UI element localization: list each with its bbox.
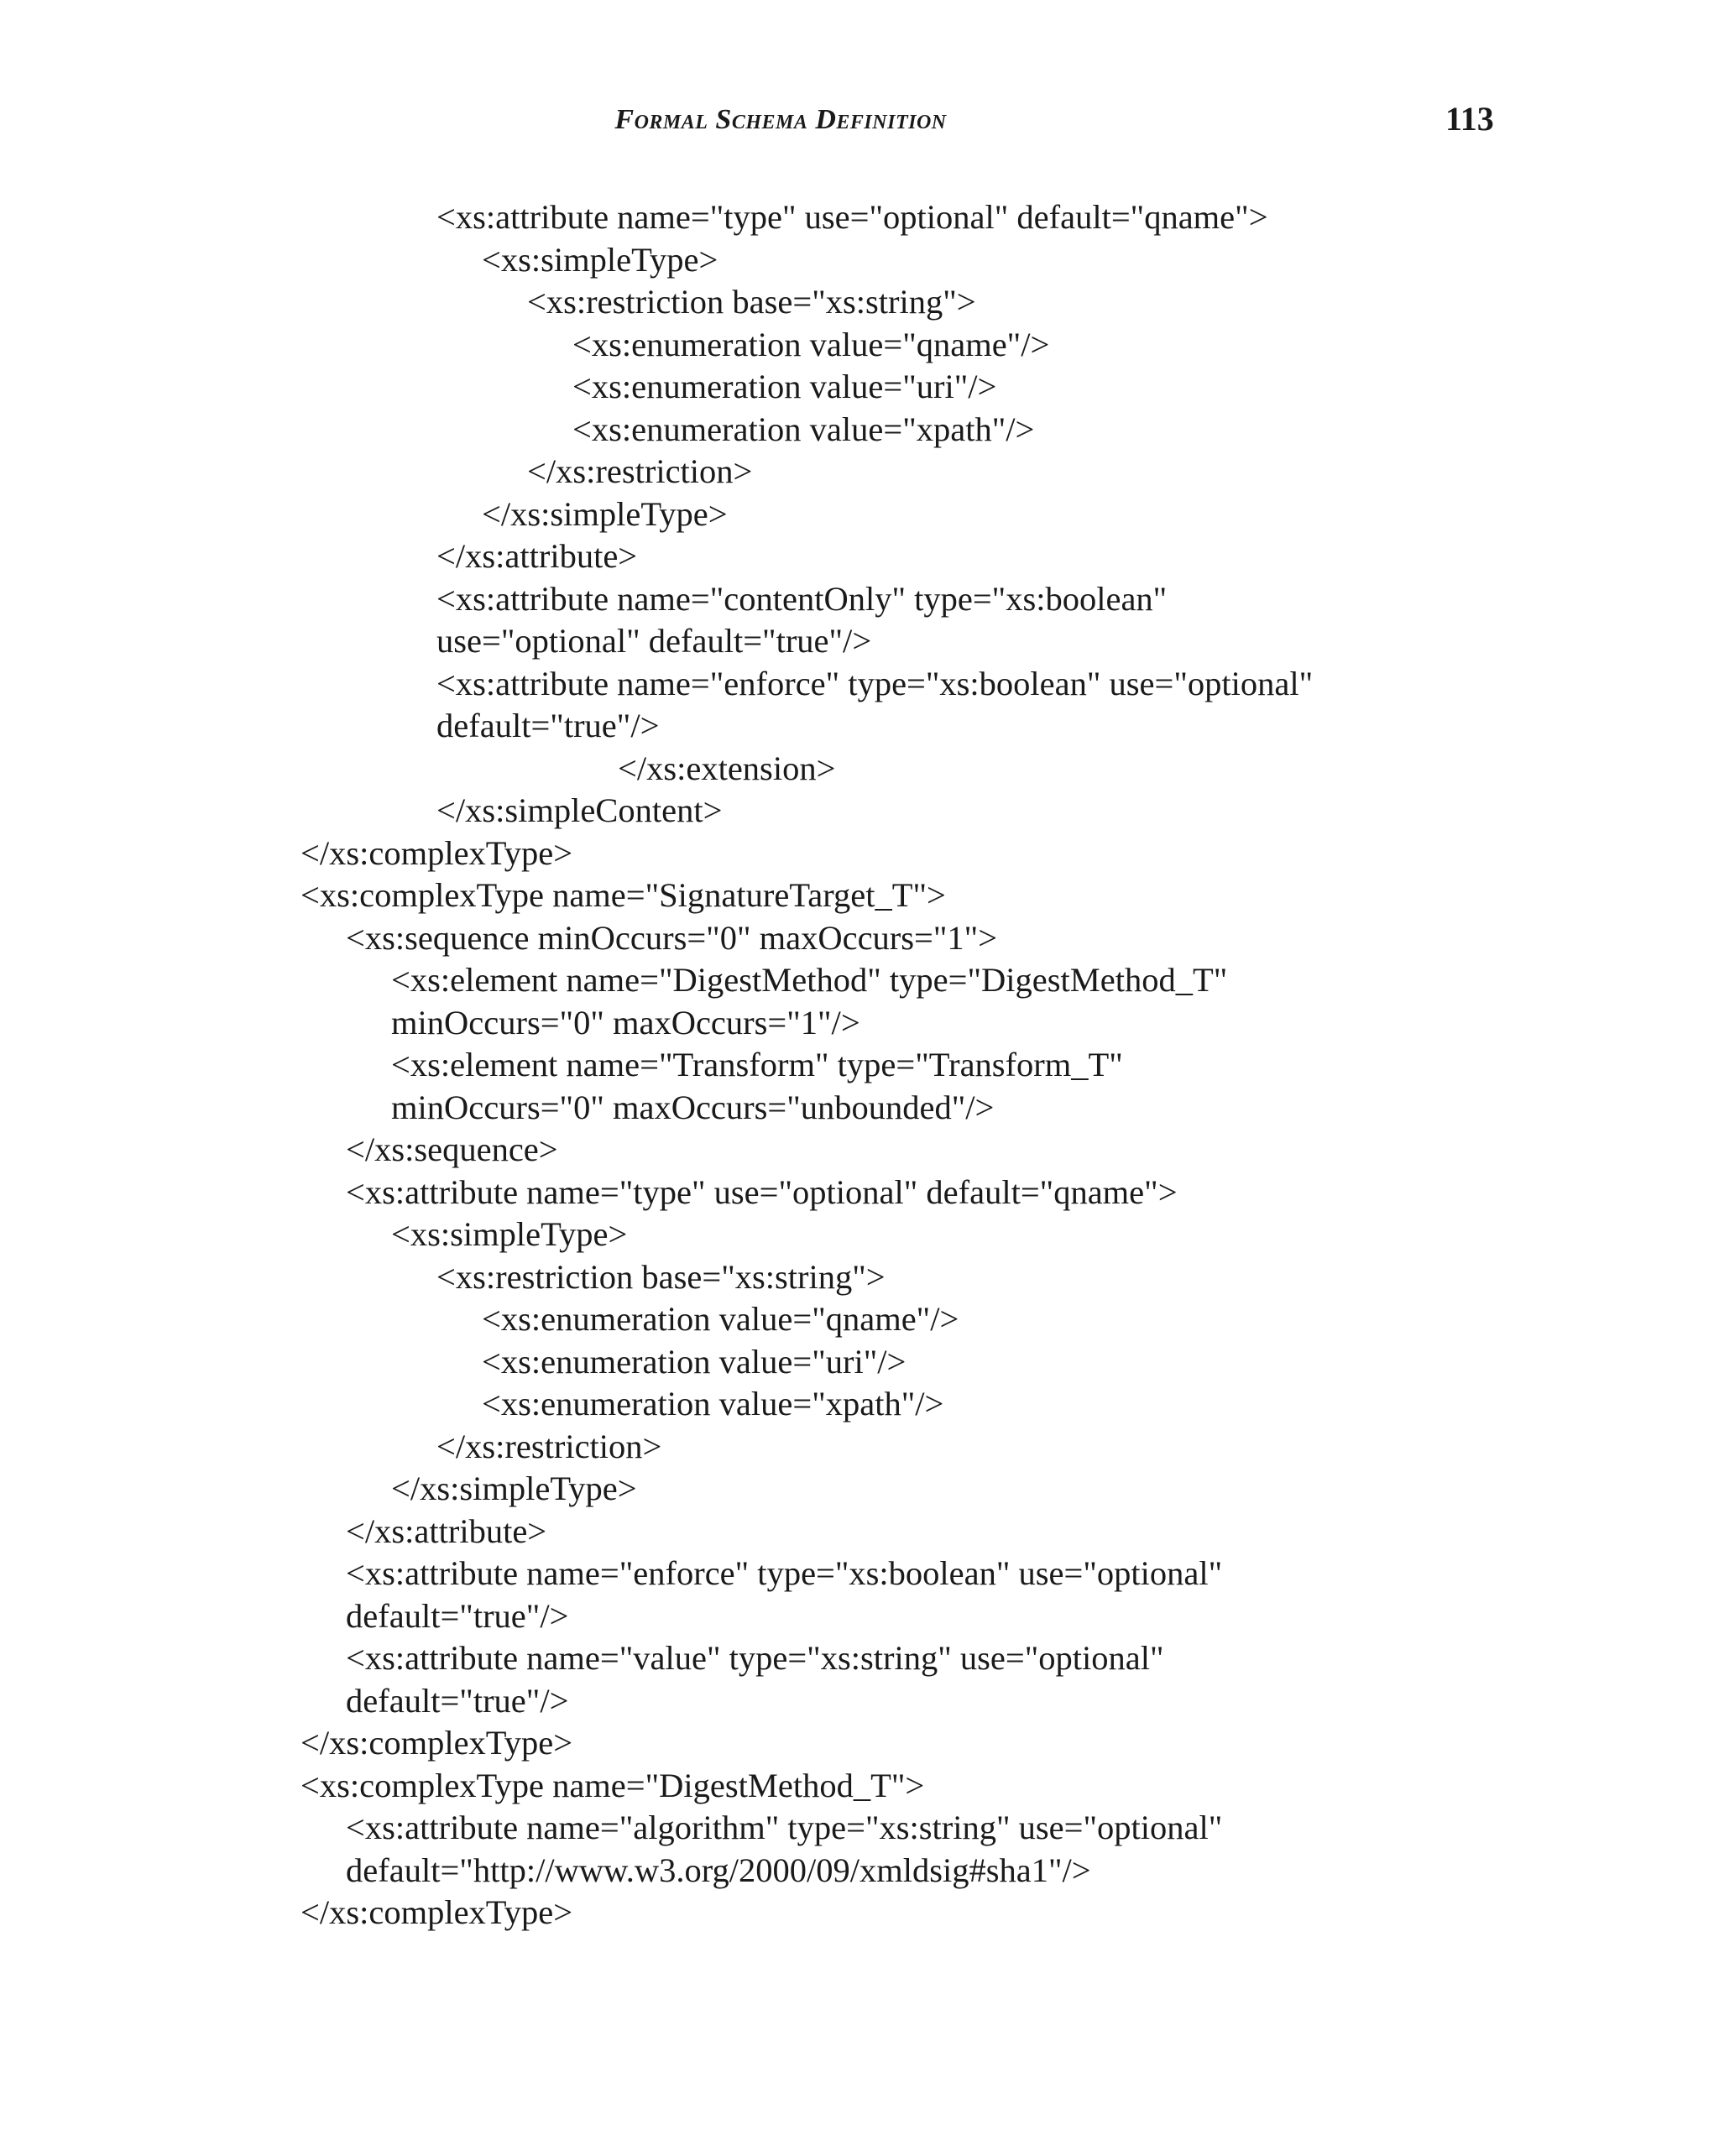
code-line [0,1341,1719,1384]
code-line [0,1214,1719,1256]
code-line-text: </xs:restriction> [527,452,753,490]
code-line-text: <xs:attribute name="contentOnly" type="xs:boolean" [436,579,1168,618]
code-line [0,705,1719,748]
code-line-text: <xs:attribute name="type" use="optional" default="qname"> [346,1172,1178,1211]
code-line-text: <xs:element name="DigestMethod" type="DigestMethod_T" [391,961,1228,999]
code-line [0,1511,1719,1553]
code-line [0,366,1719,409]
running-header-title: Formal Schema Definition [614,104,947,135]
code-line-text: default="http://www.w3.org/2000/09/xmldsig#sha1"/> [346,1851,1091,1889]
code-line-text: <xs:complexType name="SignatureTarget_T"> [300,876,946,914]
code-line [0,239,1719,282]
code-line [0,1722,1719,1765]
code-listing [0,196,1719,1934]
code-line-text: </xs:extension> [618,749,836,787]
code-line [0,874,1719,917]
code-line-text: <xs:attribute name="type" use="optional" default="qname"> [436,198,1268,236]
code-line-text: <xs:attribute name="algorithm" type="xs:string" use="optional" [346,1809,1223,1846]
code-line-text: <xs:element name="Transform" type="Transform_T" [391,1046,1123,1083]
code-line-text: </xs:simpleType> [482,494,728,533]
code-line [0,196,1719,239]
code-line-text: </xs:attribute> [436,537,638,575]
code-line-text: <xs:simpleType> [391,1215,628,1253]
code-line [0,1637,1719,1680]
code-line [0,1680,1719,1723]
code-line-text: <xs:complexType name="DigestMethod_T"> [300,1766,925,1804]
code-line [0,1553,1719,1595]
code-line [0,833,1719,875]
code-line-text: </xs:complexType> [300,833,573,872]
code-line [0,959,1719,1002]
code-line-text: </xs:restriction> [436,1427,662,1465]
code-line [0,324,1719,367]
page-number: 113 [1445,100,1494,138]
code-line [0,451,1719,493]
code-line [0,663,1719,706]
code-line [0,1129,1719,1172]
code-line-text: <xs:restriction base="xs:string"> [436,1257,886,1296]
code-line [0,1256,1719,1299]
code-line-text: <xs:enumeration value="uri"/> [572,368,997,405]
code-line-text: default="true"/> [346,1681,569,1720]
code-line [0,790,1719,833]
code-line-text: <xs:enumeration value="uri"/> [482,1342,907,1381]
code-line-text: <xs:enumeration value="qname"/> [572,325,1050,363]
code-line-text: minOccurs="0" maxOccurs="1"/> [391,1003,860,1041]
code-line-text: </xs:complexType> [300,1724,573,1762]
code-line [0,1426,1719,1469]
code-line-text: <xs:attribute name="value" type="xs:string" use="optional" [346,1639,1164,1677]
code-line [0,917,1719,960]
code-line [0,535,1719,578]
code-line [0,1892,1719,1934]
code-line-text: </xs:sequence> [346,1130,558,1168]
code-line-text: <xs:enumeration value="xpath"/> [572,410,1035,448]
code-line [0,1002,1719,1045]
code-line-text: </xs:attribute> [346,1511,547,1550]
code-line-text: use="optional" default="true"/> [436,622,872,660]
code-line-text: default="true"/> [346,1596,569,1635]
code-line [0,1383,1719,1426]
code-line-text: <xs:attribute name="enforce" type="xs:boolean" use="optional" [436,664,1314,702]
code-line-text: <xs:attribute name="enforce" type="xs:boolean" use="optional" [346,1554,1223,1592]
code-line [0,1044,1719,1087]
code-line [0,1172,1719,1214]
code-line-text: <xs:sequence minOccurs="0" maxOccurs="1"> [346,918,998,957]
code-line-text: <xs:enumeration value="xpath"/> [482,1385,944,1423]
code-line [0,1468,1719,1511]
code-line-text: </xs:simpleContent> [436,791,723,829]
code-line [0,1087,1719,1130]
code-line-text: minOccurs="0" maxOccurs="unbounded"/> [391,1088,995,1126]
code-line-text: <xs:simpleType> [482,240,718,279]
code-line [0,1298,1719,1341]
code-line-text: </xs:simpleType> [391,1470,637,1507]
code-line-text: </xs:complexType> [300,1893,573,1931]
code-line-text: default="true"/> [436,707,660,744]
code-line [0,409,1719,452]
code-line [0,281,1719,324]
code-line [0,1765,1719,1808]
running-header [0,99,1719,149]
code-line [0,493,1719,536]
code-line [0,1595,1719,1638]
code-line [0,578,1719,621]
code-line-text: <xs:restriction base="xs:string"> [527,283,976,321]
code-line-text: <xs:enumeration value="qname"/> [482,1300,959,1338]
code-line [0,1807,1719,1850]
code-line [0,620,1719,663]
code-line [0,1850,1719,1892]
code-line [0,748,1719,791]
